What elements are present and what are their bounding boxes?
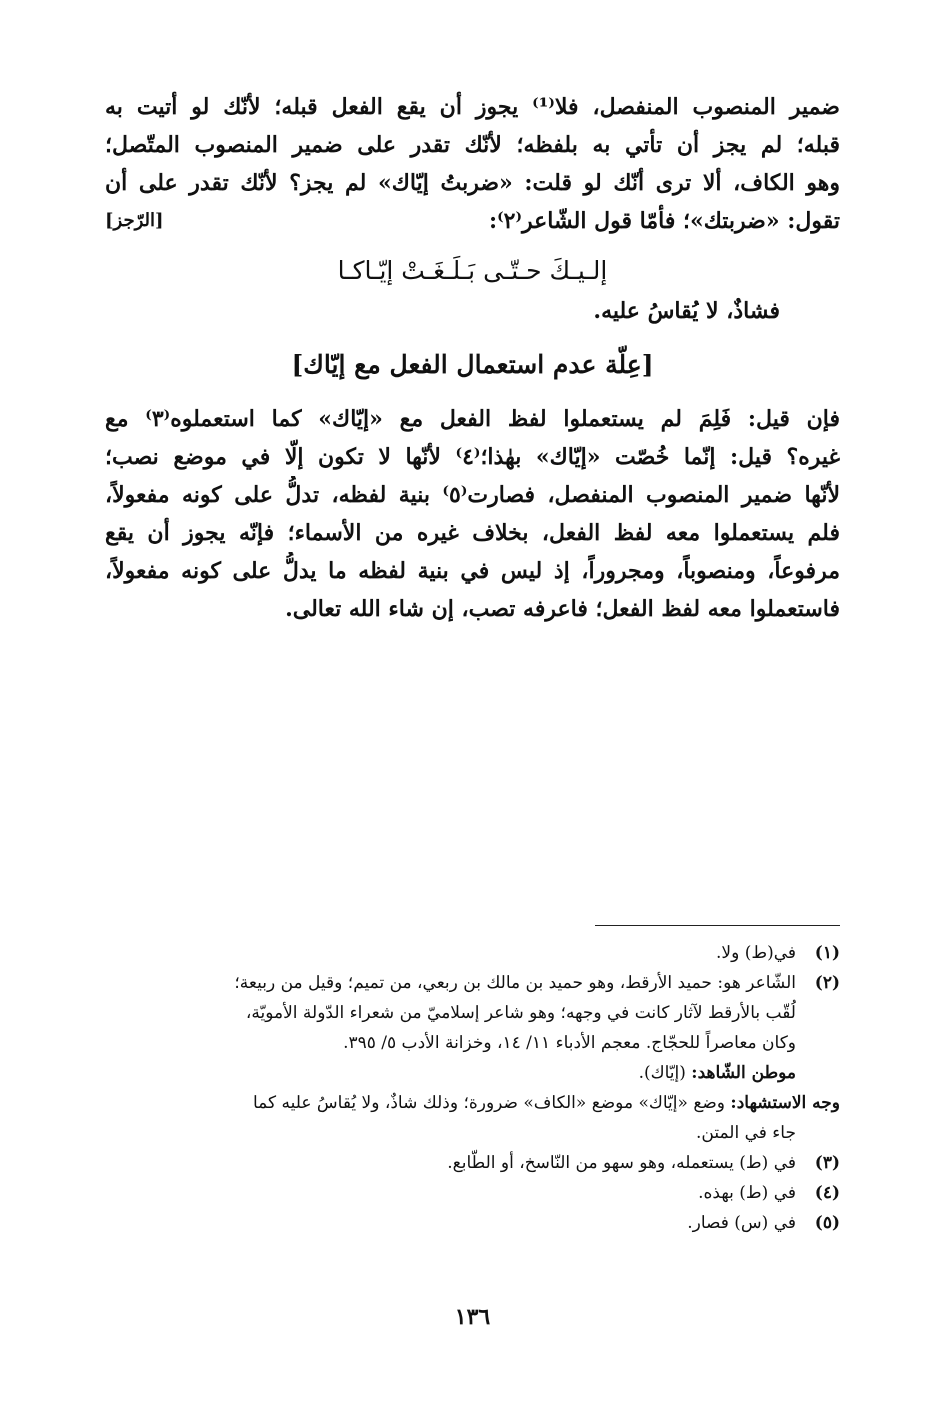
footnote-5 (100, 1208, 840, 1238)
paragraph-line: مرفوعاً، ومنصوباً، ومجروراً، إذ ليس في بنية لفظه ما يدلُّ على كونه مفعولاً، (105, 558, 840, 584)
paragraph-line: فإن قيل: فَلِمَ لم يستعملوا لفظ الفعل مع «إيّاك» كما استعملوه⁽٣⁾ مع (105, 406, 840, 432)
footnote-text: في(ط) ولا. (716, 943, 796, 963)
footnote-text: في (ط) يستعمله، وهو سهو من النّاسخ، أو الطّابع. (447, 1153, 796, 1173)
footnotes (100, 938, 840, 1238)
footnote-text: في (س) فصار. (687, 1213, 796, 1233)
poetic-meter-label: [الرّجز] (105, 210, 164, 231)
witness-label: موطن الشّاهد: (691, 1063, 796, 1083)
evidence-label: وجه الاستشهاد: (730, 1093, 840, 1113)
page-number: ١٣٦ (454, 1304, 491, 1330)
footnote-body (100, 968, 796, 1088)
paragraph-line: وهو الكاف، ألا ترى أنّك لو قلت: «ضربتُ إيّاك» لم يجز؟ لأنّك تقدر على أن (105, 170, 840, 196)
section-heading: [عِلّة عدم استعمال الفعل مع إيّاك] (291, 350, 654, 379)
footnote-number: (٢) (814, 973, 840, 993)
footnote-divider (595, 925, 840, 926)
paragraph-line: فلم يستعملوا معه لفظ الفعل، بخلاف غيره من الأسماء؛ فإنّه يجوز أن يقع (105, 520, 840, 546)
footnote-line: الشّاعر هو: حميد الأرقط، وهو حميد بن مالك بن ربعي، من تميم؛ وقيل من ربيعة؛ (234, 973, 796, 993)
evidence-continuation: جاء في المتن. (696, 1123, 796, 1143)
footnote-3 (100, 1148, 840, 1178)
paragraph-line: فاستعملوا معه لفظ الفعل؛ فاعرفه تصب، إن شاء الله تعالى. (285, 596, 840, 622)
footnote-4 (100, 1178, 840, 1208)
footnote-number: (٣) (814, 1153, 840, 1173)
paragraph-1 (105, 88, 840, 240)
paragraph-line: غيره؟ قيل: إنّما خُصّت «إيّاك» بهٰذا؛⁽٤⁾ لأنّها لا تكون إلّا في موضع نصب؛ (105, 444, 840, 470)
paragraph-line: لأنّها ضمير المنصوب المنفصل، فصارت⁽٥⁾ بنية لفظه، تدلُّ على كونه مفعولاً، (105, 482, 840, 508)
footnote-number: (١) (814, 943, 840, 963)
footnote-line: لُقّب بالأرقط لآثار كانت في وجهه؛ وهو شاعر إسلاميّ من شعراء الدّولة الأمويّة، (245, 1003, 796, 1023)
footnote-1 (100, 938, 840, 968)
poetry-verse: إلـيـكَ حـتّـى بَـلَـغَـتْ إيّـاكـا (337, 256, 608, 285)
evidence-value: وضع «إيّاك» موضع «الكاف» ضرورة؛ وذلك شاذٌ، ولا يُقاسُ عليه كما (252, 1093, 726, 1113)
paragraph-2 (105, 400, 840, 628)
paragraph-line: ضمير المنصوب المنفصل، فلا⁽¹⁾ يجوز أن يقع الفعل قبله؛ لأنّك لو أتيت به (105, 94, 840, 120)
evidence-line (100, 1088, 840, 1118)
footnote-number: (٥) (814, 1213, 840, 1233)
witness-line (100, 1058, 796, 1088)
verse-comment: فشاذٌ، لا يُقاسُ عليه. (593, 298, 780, 324)
footnote-line: وكان معاصراً للحجّاج. معجم الأدباء ١١/ ١٤، وخزانة الأدب ٥/ ٣٩٥. (343, 1033, 796, 1053)
witness-value: (إيّاك). (638, 1063, 686, 1083)
footnote-2 (100, 968, 840, 1088)
paragraph-line: قبله؛ لم يجز أن تأتي به بلفظه؛ لأنّك تقدر على ضمير المنصوب المتّصل؛ (105, 132, 840, 158)
footnote-number: (٤) (814, 1183, 840, 1203)
paragraph-line: تقول: «ضربتك»؛ فأمّا قول الشّاعر⁽٢⁾: (488, 208, 840, 234)
footnote-text: في (ط) بهذه. (698, 1183, 796, 1203)
